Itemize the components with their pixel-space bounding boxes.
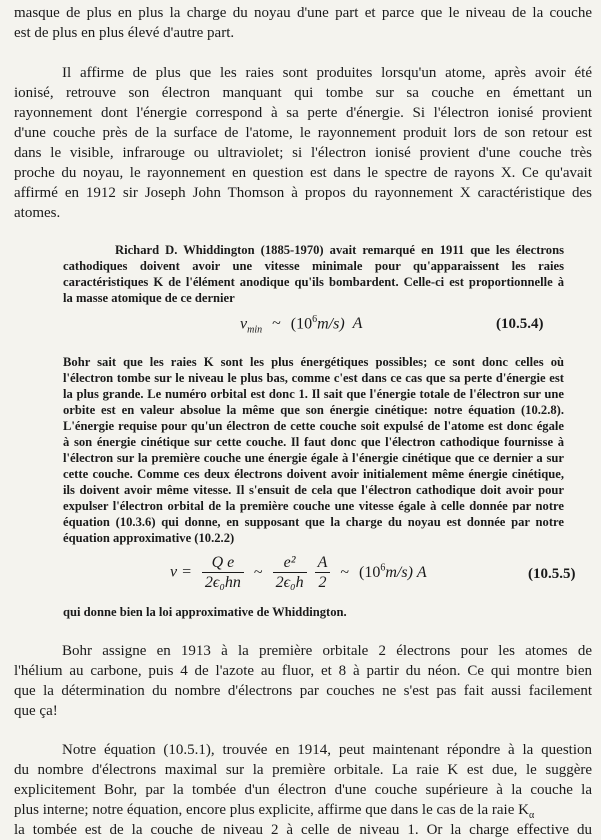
text-line: équation (10.3.6) qui donne, en supposant que la charge du noyau est donnée par notre [63, 515, 564, 529]
text-line: l'électron tombe sur le niveau le plus bas, comme c'est dans ce cas que sa perte d'énergie est [63, 371, 564, 385]
bold-note-3: qui donne bien la loi approximative de Whiddington. [63, 605, 347, 619]
text-line: ionisé, retrouve son électron manquant qui tombe sur sa couche en émettant un [14, 85, 592, 101]
text-line: cette couche. Comme ces deux électrons doivent avoir initialement même énergie cinétique, [63, 467, 564, 481]
fraction: $\frac{\text{Q e}}{\text{2ϵ₀hn}}$ [202, 553, 244, 592]
text-line: Richard D. Whiddington (1885-1970) avait remarqué en 1911 que les électrons [115, 243, 564, 257]
text-line: l'hélium au carbone, puis 4 de l'azote au fluor, et 8 à partir du néon. Ce qui montre bien [14, 663, 592, 679]
text-line: Bohr sait que les raies K sont les plus énergétiques possibles; ce sont donc celles où [63, 355, 564, 369]
equation-number: (10.5.4) [496, 316, 544, 332]
text-line: ils doivent avoir même vitesse. Il s'ensuit de cela que l'électron cathodique doit avoir pour [63, 483, 564, 497]
text-line: caractéristiques K de l'élément anodique qu'ils bombardent. Celle-ci est proportionnelle à [63, 275, 564, 289]
text-line: la masse atomique de ce dernier [63, 291, 235, 305]
text-line: explicitement Bohr, par la tombée d'un électron d'une couche supérieure à la couche la [14, 782, 592, 798]
text-line: Bohr assigne en 1913 à la première orbitale 2 électrons pour les atomes de [62, 643, 592, 659]
text-line: Notre équation (10.5.1), trouvée en 1914, peut maintenant répondre à la question [62, 742, 592, 758]
text-line: expulser l'électron orbital de la première couche une vitesse égale à celle donnée par notre [63, 499, 564, 513]
text-line: équation approximative (10.2.2) [63, 531, 235, 545]
equation-10-5-4: $v_{min}$ ~ $(10^6m/s)$ A [240, 314, 363, 336]
text-line: dans le visible, infrarouge ou ultraviolet; si l'électron ionisé provient d'une couche très [14, 145, 592, 161]
text-line: que la détermination du nombre d'électrons par couches ne s'est pas fait aussi facilement [14, 683, 592, 699]
text-line: rayonnement dont l'énergie correspond à sa perte d'énergie. Si l'électron ionisé provient [14, 105, 592, 121]
text-line: est de plus en plus élevé d'autre part. [14, 25, 235, 41]
text-line: d'une couche près de la surface de l'atome, le rayonnement produit lors de son retour est [14, 125, 592, 141]
clipped-lines [0, 820, 601, 840]
text-line: la plus grande. Le numéro orbital est donc 1. Il sait que l'énergie totale de l'électron sur une [63, 387, 564, 401]
text-line: plus interne; notre équation, encore plus explicite, affirme que dans le cas de la raie $K_\alpha$ [14, 802, 535, 821]
text-line: l'électron sur la première couche une énergie égale à l'énergie cinétique que ce dernier a sur [63, 451, 564, 465]
fraction: $\frac{A}{2}$ [315, 553, 331, 592]
text-line: la tombée est de la couche de niveau 2 à celle de niveau 1. Or la charge effective du [14, 822, 592, 838]
text-line: orbite est en valeur absolue la même que son énergie cinétique: notre équation (10.2.8). [63, 403, 564, 417]
text-line: proche du noyau, le rayonnement en question est dans le spectre de rayons X. Ce qu'avait [14, 165, 592, 181]
text-line: affirmé en 1912 sir Joseph John Thomson à propos du rayonnement X caractéristique des [14, 185, 592, 201]
text-line: du nombre d'électrons maximal sur la première orbitale. La raie K est due, le suggère [14, 762, 592, 778]
text-line: masque de plus en plus la charge du noyau d'une part et parce que le niveau de la couche [14, 5, 592, 21]
text-line: à son énergie cinétique sur cette couche. Il faut donc que l'électron cathodique fournisse à [63, 435, 564, 449]
text-line: Il affirme de plus que les raies sont produites lorsqu'un atome, après avoir été [62, 65, 592, 81]
text-line: L'énergie requise pour qu'un électron de cette couche soit expulsé de l'atome est donc égale [63, 419, 564, 433]
text-line: que ça! [14, 703, 58, 719]
text-line: atomes. [14, 205, 61, 221]
equation-10-5-5: v = $\frac{\text{Q e}}{\text{2ϵ₀hn}}$ ~ $\frac{\text{e²}}{\text{2ϵ₀h}}$ $\frac{A}{2}$ ~ $(10^6m/s)$ A [170, 554, 427, 591]
fraction: $\frac{\text{e²}}{\text{2ϵ₀h}}$ [273, 553, 307, 592]
text-line: cathodiques doivent avoir une vitesse minimale pour qu'apparaissent les raies [63, 259, 564, 273]
equation-number: (10.5.5) [528, 566, 576, 582]
